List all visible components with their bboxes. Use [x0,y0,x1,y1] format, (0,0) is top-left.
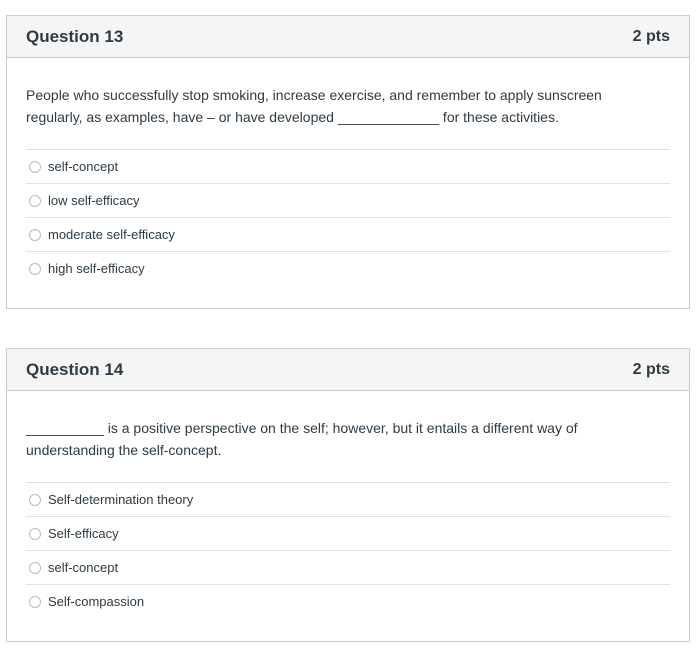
answer-label: self-concept [48,159,119,174]
question-points: 2 pts [632,360,670,378]
radio-button[interactable] [29,161,41,173]
answer-option[interactable] [26,251,670,285]
radio-button[interactable] [29,195,41,207]
radio-button[interactable] [29,528,41,540]
radio-button[interactable] [29,494,41,506]
answer-list [26,149,670,285]
answer-label: high self-efficacy [48,261,145,276]
answer-label: Self-determination theory [48,492,194,507]
answer-option[interactable] [26,183,670,217]
radio-button[interactable] [29,562,41,574]
answer-option[interactable] [26,550,670,584]
question-13-card [6,15,690,309]
answer-label: self-concept [48,560,119,575]
answer-label: Self-compassion [48,594,145,609]
question-header [7,16,689,58]
answer-label: Self-efficacy [48,526,119,541]
answer-option[interactable] [26,149,670,183]
question-text: __________ is a positive perspective on the self; however, but it entails a different way of understanding the self-concept. [26,420,578,458]
question-14-card [6,348,690,642]
question-title: Question 13 [26,26,124,46]
question-text: People who successfully stop smoking, increase exercise, and remember to apply sunscreen regularly, as examples, have – or have developed _____________ for these activities. [26,87,602,125]
answer-option[interactable] [26,516,670,550]
question-points: 2 pts [632,27,670,45]
question-title: Question 14 [26,359,124,379]
answer-option[interactable] [26,217,670,251]
question-header [7,349,689,391]
radio-button[interactable] [29,263,41,275]
answer-label: low self-efficacy [48,193,140,208]
radio-button[interactable] [29,596,41,608]
answer-label: moderate self-efficacy [48,227,175,242]
radio-button[interactable] [29,229,41,241]
answer-option[interactable] [26,584,670,618]
answer-list [26,482,670,618]
answer-option[interactable] [26,482,670,516]
